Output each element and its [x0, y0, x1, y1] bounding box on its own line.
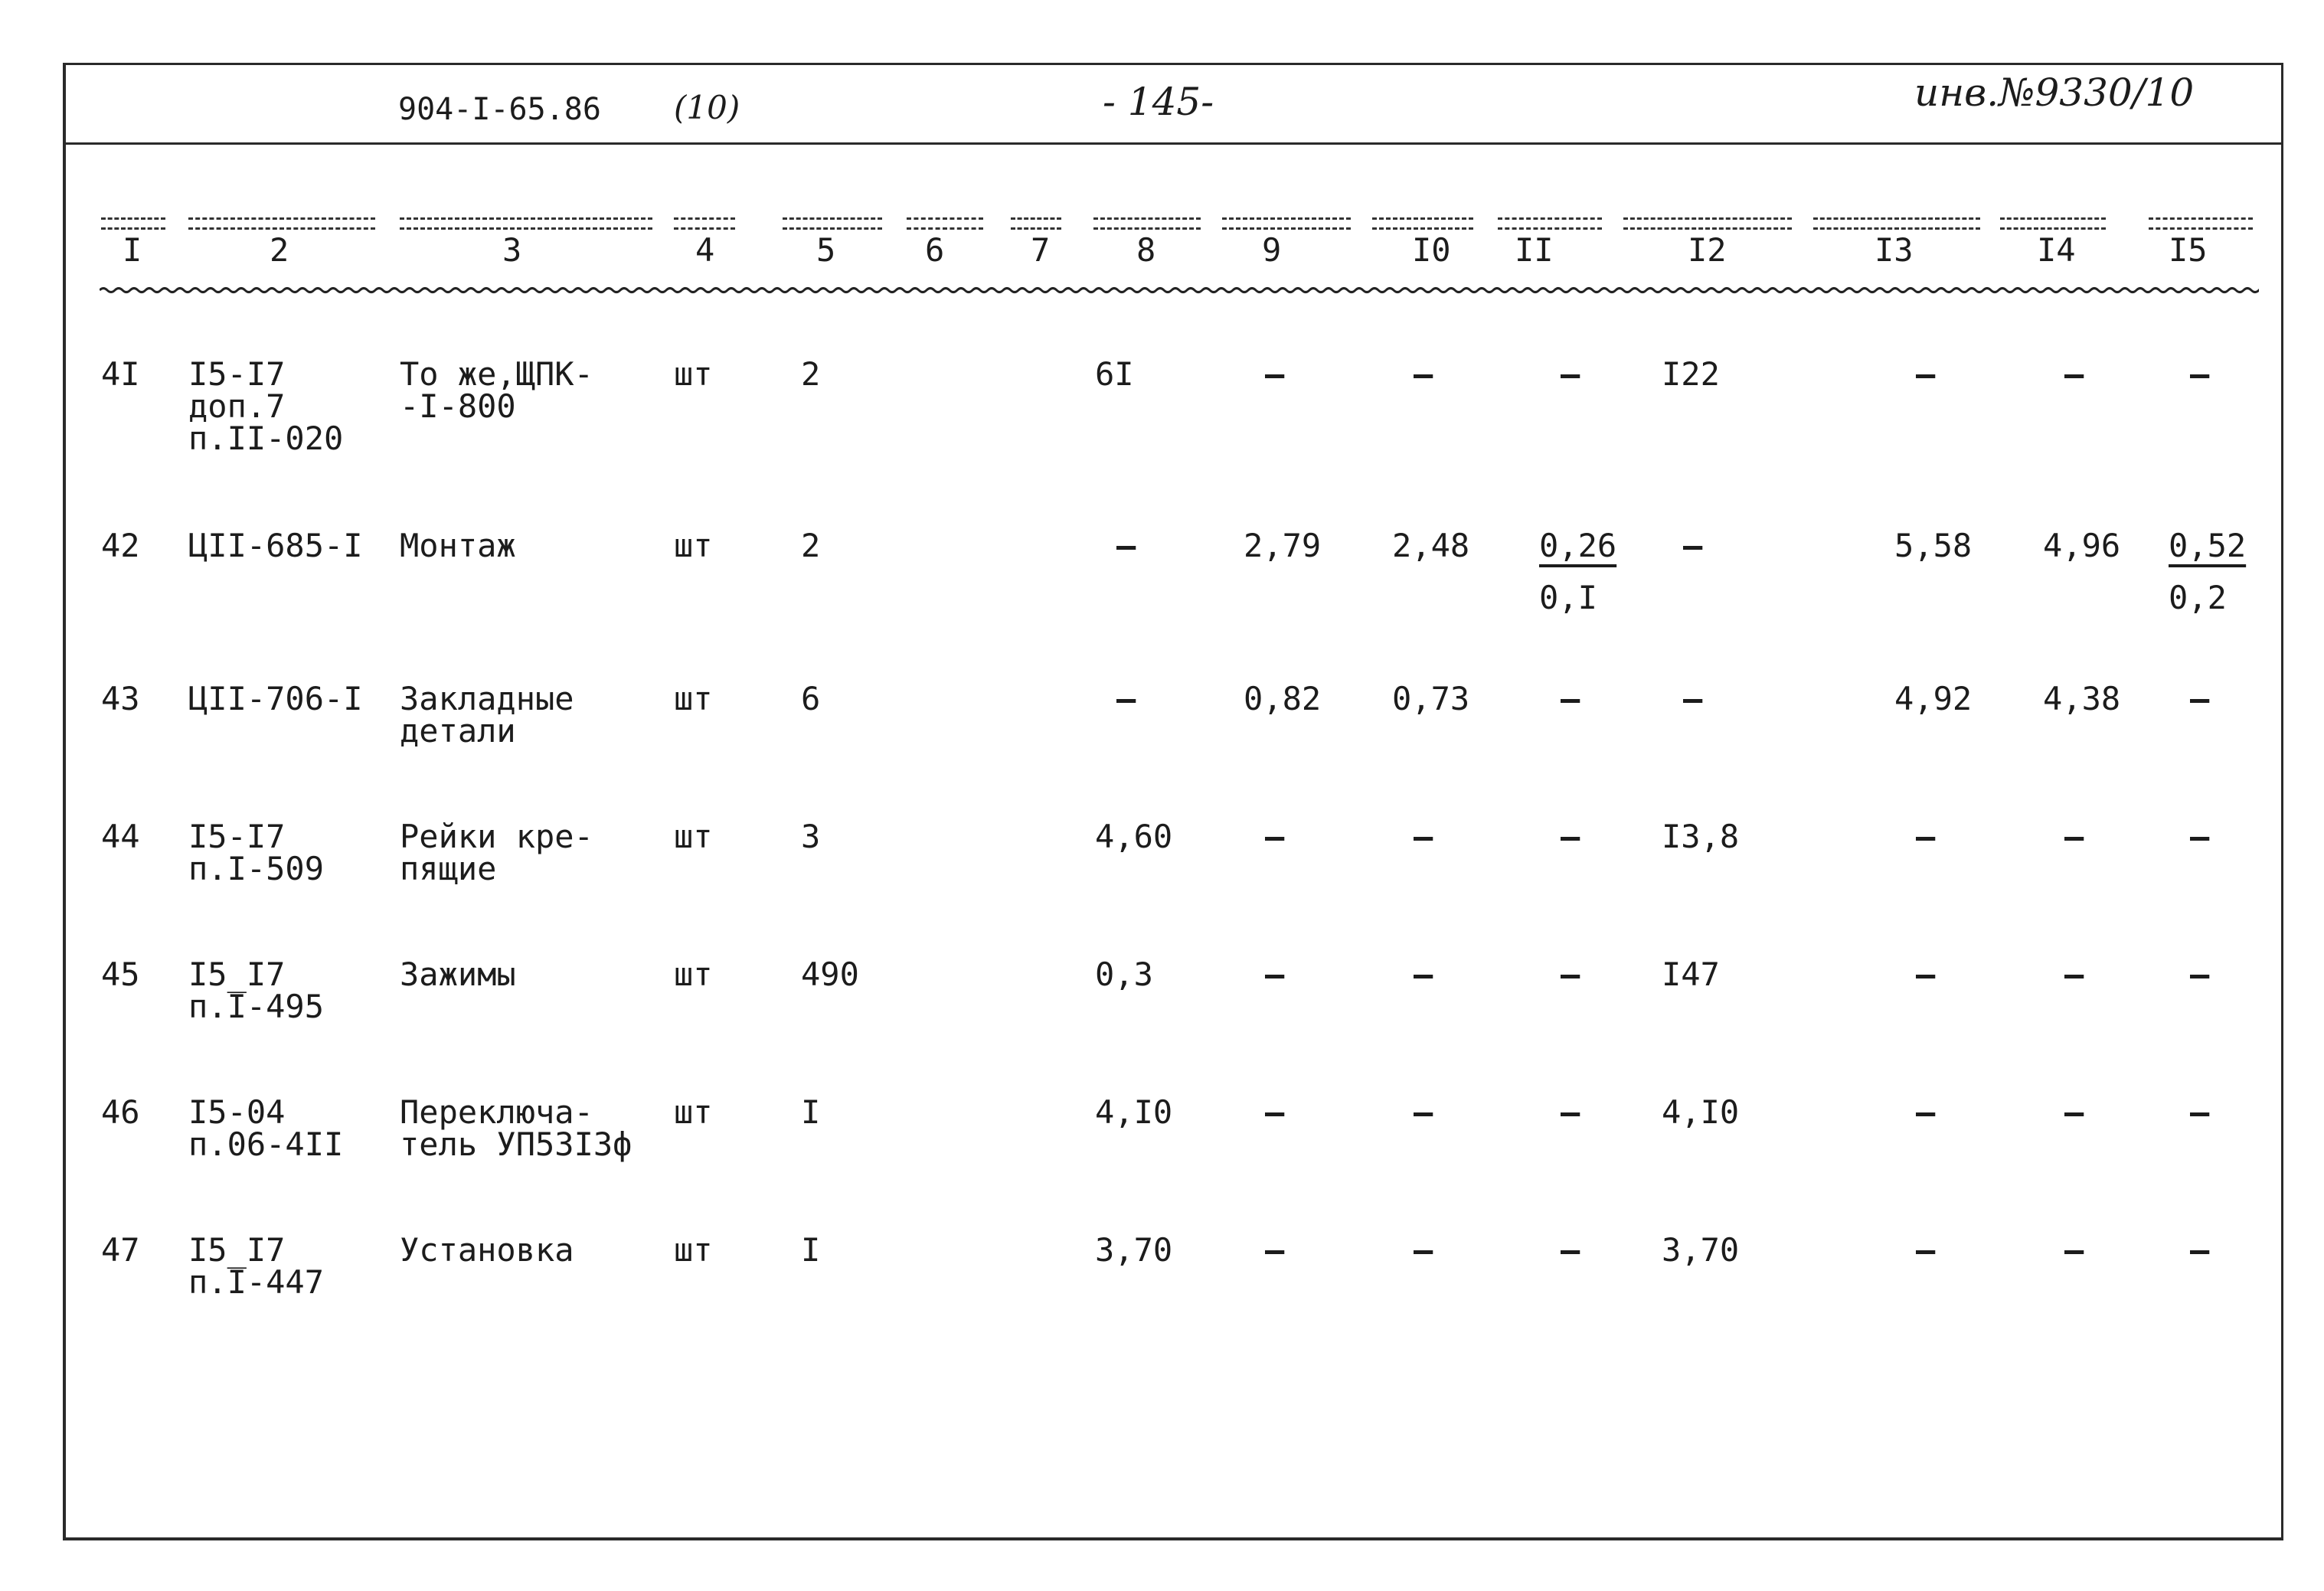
col-12-value: 3,70 [1662, 1231, 1740, 1269]
header-rule [1623, 217, 1792, 230]
row-number: 42 [101, 527, 140, 564]
col-10-value: – [1414, 818, 1433, 855]
header-rule [783, 217, 882, 230]
unit: шт [674, 1093, 713, 1131]
column-number: 9 [1262, 231, 1282, 269]
unit: шт [674, 680, 713, 717]
col-10-value: – [1414, 355, 1433, 393]
col-13-value: 4,92 [1894, 680, 1973, 717]
item-name: Рейки кре- пящие [400, 818, 593, 887]
col-13-value: 5,58 [1894, 527, 1973, 564]
col-8-value: 0,3 [1095, 956, 1153, 993]
col-10-value: 2,48 [1392, 527, 1470, 564]
doc-code: 904-I-65.86 [398, 92, 601, 127]
col-13-value: – [1916, 1093, 1936, 1131]
col-11-subvalue: 0,I [1539, 579, 1597, 616]
col-8-value: – [1116, 527, 1136, 564]
col-15-value: – [2190, 1093, 2210, 1131]
col-11-value: – [1561, 1231, 1580, 1269]
column-number: I0 [1412, 231, 1451, 269]
column-number: I [123, 231, 142, 269]
col-11-value: – [1561, 818, 1580, 855]
col-15-value: – [2190, 1231, 2210, 1269]
col-10-value: – [1414, 956, 1433, 993]
header-rule [1813, 217, 1980, 230]
unit: шт [674, 1231, 713, 1269]
col-14-value: – [2064, 818, 2084, 855]
column-number: I5 [2169, 231, 2208, 269]
col-15-value: – [2190, 818, 2210, 855]
header-rule [101, 217, 165, 230]
column-number: 4 [695, 231, 715, 269]
column-number: I3 [1875, 231, 1914, 269]
col-12-value: 4,I0 [1662, 1093, 1740, 1131]
unit: шт [674, 355, 713, 393]
column-number: II [1515, 231, 1554, 269]
quantity: 2 [801, 355, 821, 393]
col-8-value: 4,I0 [1095, 1093, 1173, 1131]
row-number: 47 [101, 1231, 140, 1269]
col-12-value: I3,8 [1662, 818, 1740, 855]
column-number: I4 [2037, 231, 2076, 269]
row-number: 4I [101, 355, 140, 393]
col-11-value: – [1561, 355, 1580, 393]
column-number: I2 [1688, 231, 1727, 269]
col-12-value: – [1683, 527, 1703, 564]
col-15-value: 0,52 [2169, 527, 2247, 564]
col-14-value: – [2064, 355, 2084, 393]
unit: шт [674, 956, 713, 993]
resource-code: I5-I7 п.I-509 [188, 818, 325, 887]
quantity: I [801, 1231, 821, 1269]
page-number: - 145- [1103, 80, 1214, 124]
column-number: 5 [816, 231, 836, 269]
col-15-value: – [2190, 680, 2210, 717]
col-12-value: – [1683, 680, 1703, 717]
col-14-value: – [2064, 956, 2084, 993]
col-15-value: – [2190, 355, 2210, 393]
col-12-value: I47 [1662, 956, 1720, 993]
col-12-value: I22 [1662, 355, 1720, 393]
col-13-value: – [1916, 1231, 1936, 1269]
col-13-value: – [1916, 355, 1936, 393]
item-name: Зажимы [400, 956, 516, 993]
column-number: 8 [1136, 231, 1156, 269]
header-wavy-rule [100, 285, 2259, 296]
column-number: 7 [1031, 231, 1051, 269]
col-8-value: – [1116, 680, 1136, 717]
header-rule [1011, 217, 1061, 230]
col-10-value: – [1414, 1093, 1433, 1131]
resource-code: ЦII-685-I [188, 527, 363, 564]
item-name: Переключа- тель УП53I3ф [400, 1093, 632, 1163]
header-divider [63, 142, 2283, 145]
col-9-value: – [1265, 1231, 1285, 1269]
unit: шт [674, 818, 713, 855]
col-14-value: 4,38 [2043, 680, 2121, 717]
header-rule [1498, 217, 1602, 230]
unit: шт [674, 527, 713, 564]
item-name: Монтаж [400, 527, 516, 564]
header-rule [400, 217, 652, 230]
quantity: 6 [801, 680, 821, 717]
col-15-value: – [2190, 956, 2210, 993]
quantity: I [801, 1093, 821, 1131]
col-14-value: – [2064, 1231, 2084, 1269]
header-rule [674, 217, 735, 230]
header-rule [2149, 217, 2253, 230]
resource-code: ЦII-706-I [188, 680, 363, 717]
col-14-value: 4,96 [2043, 527, 2121, 564]
col-13-value: – [1916, 818, 1936, 855]
header-rule [2000, 217, 2106, 230]
col-9-value: – [1265, 818, 1285, 855]
quantity: 2 [801, 527, 821, 564]
col-11-value: – [1561, 680, 1580, 717]
col-8-value: 6I [1095, 355, 1134, 393]
inventory-number: инв.№9330/10 [1914, 70, 2195, 115]
col-10-value: – [1414, 1231, 1433, 1269]
item-name: То же,ЩПК- -I-800 [400, 355, 593, 425]
resource-code: I5-04 п.06-4II [188, 1093, 344, 1163]
header-rule [907, 217, 983, 230]
col-10-value: 0,73 [1392, 680, 1470, 717]
item-name: Установка [400, 1231, 574, 1269]
col-8-value: 3,70 [1095, 1231, 1173, 1269]
col-9-value: – [1265, 355, 1285, 393]
col-11-value: – [1561, 1093, 1580, 1131]
sheet-number: (10) [674, 89, 740, 126]
quantity: 490 [801, 956, 859, 993]
col-13-value: – [1916, 956, 1936, 993]
col-14-value: – [2064, 1093, 2084, 1131]
row-number: 44 [101, 818, 140, 855]
header-rule [1222, 217, 1351, 230]
resource-code: I5_I7 п.I-447 [188, 1231, 325, 1301]
quantity: 3 [801, 818, 821, 855]
row-number: 43 [101, 680, 140, 717]
col-11-value: 0,26 [1539, 527, 1617, 564]
item-name: Закладные детали [400, 680, 574, 750]
column-number: 2 [270, 231, 289, 269]
col-15-subvalue: 0,2 [2169, 579, 2227, 616]
header-rule [1093, 217, 1201, 230]
col-9-value: — [1265, 1093, 1285, 1131]
header-rule [188, 217, 375, 230]
column-number: 6 [925, 231, 945, 269]
col-9-value: – [1265, 956, 1285, 993]
col-9-value: 2,79 [1244, 527, 1322, 564]
column-number: 3 [502, 231, 522, 269]
col-9-value: 0,82 [1244, 680, 1322, 717]
row-number: 46 [101, 1093, 140, 1131]
col-8-value: 4,60 [1095, 818, 1173, 855]
resource-code: I5_I7 п.I-495 [188, 956, 325, 1025]
col-11-value: – [1561, 956, 1580, 993]
header-rule [1372, 217, 1473, 230]
row-number: 45 [101, 956, 140, 993]
resource-code: I5-I7 доп.7 п.II-020 [188, 355, 344, 457]
